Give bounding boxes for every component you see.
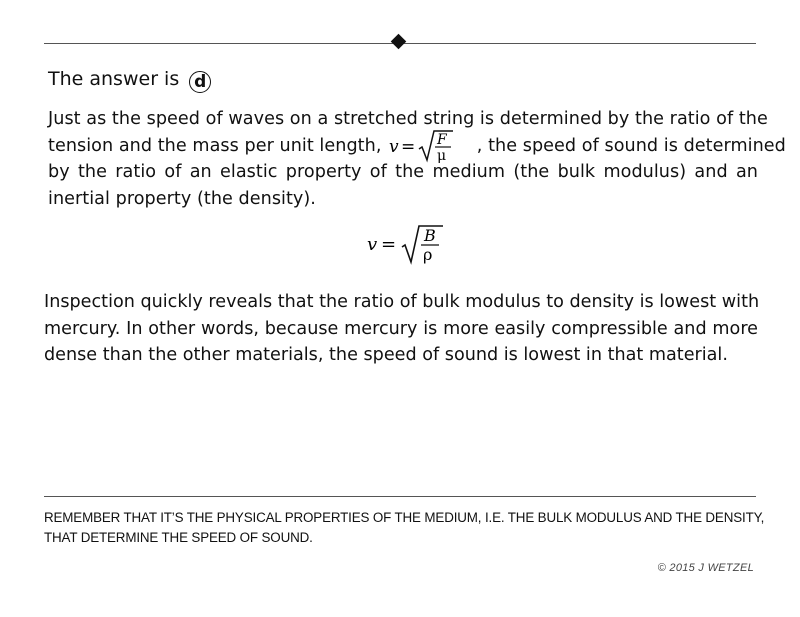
inline-formula-lhs: v: [389, 136, 399, 157]
answer-letter-badge: d: [189, 71, 211, 93]
inline-speed-formula: [387, 131, 471, 163]
paragraph1-line3: by the ratio of an elastic property of the medium (the bulk modulus) and an: [48, 162, 758, 182]
answer-prefix: The answer is: [48, 68, 180, 90]
copyright-notice: © 2015 J WETZEL: [657, 562, 754, 574]
paragraph1-line2: [48, 131, 786, 163]
inline-formula-graphic: [387, 129, 471, 163]
inline-formula-numerator: F: [437, 131, 447, 148]
display-formula-graphic: [365, 220, 455, 268]
reminder-line1: REMEMBER THAT IT’S THE PHYSICAL PROPERTIES OF THE MEDIUM, I.E. THE BULK MODULUS AND THE DENSITY,: [44, 510, 765, 525]
answer-line: [48, 66, 211, 93]
explanation-paragraph-1: [48, 106, 786, 212]
inline-formula-eq: =: [401, 136, 416, 157]
paragraph1-line1: Just as the speed of waves on a stretched string is determined by the ratio of the: [48, 109, 768, 129]
display-formula-eq: =: [381, 234, 397, 255]
inline-formula-denominator: μ: [437, 147, 447, 163]
bottom-divider: [44, 496, 756, 497]
display-formula-lhs: v: [367, 234, 378, 255]
paragraph2-line3: dense than the other materials, the speed of sound is lowest in that material.: [44, 345, 728, 365]
paragraph2-line1: Inspection quickly reveals that the ratio of bulk modulus to density is lowest with: [44, 292, 760, 312]
display-speed-formula: [365, 220, 455, 268]
diamond-icon: [391, 34, 407, 50]
paragraph2-line2: mercury. In other words, because mercury is more easily compressible and more: [44, 318, 758, 339]
display-formula-numerator: B: [424, 226, 436, 245]
inline-radical-sign: [419, 131, 453, 160]
reminder-note: [44, 508, 765, 548]
reminder-line2: THAT DETERMINE THE SPEED OF SOUND.: [44, 530, 313, 545]
paragraph1-line2-before: tension and the mass per unit length,: [48, 135, 382, 156]
display-formula-denominator: ρ: [423, 245, 433, 264]
paragraph1-line4: inertial property (the density).: [48, 188, 316, 209]
paragraph1-line2-after: , the speed of sound is determined: [476, 135, 786, 156]
explanation-paragraph-2: [44, 289, 758, 369]
